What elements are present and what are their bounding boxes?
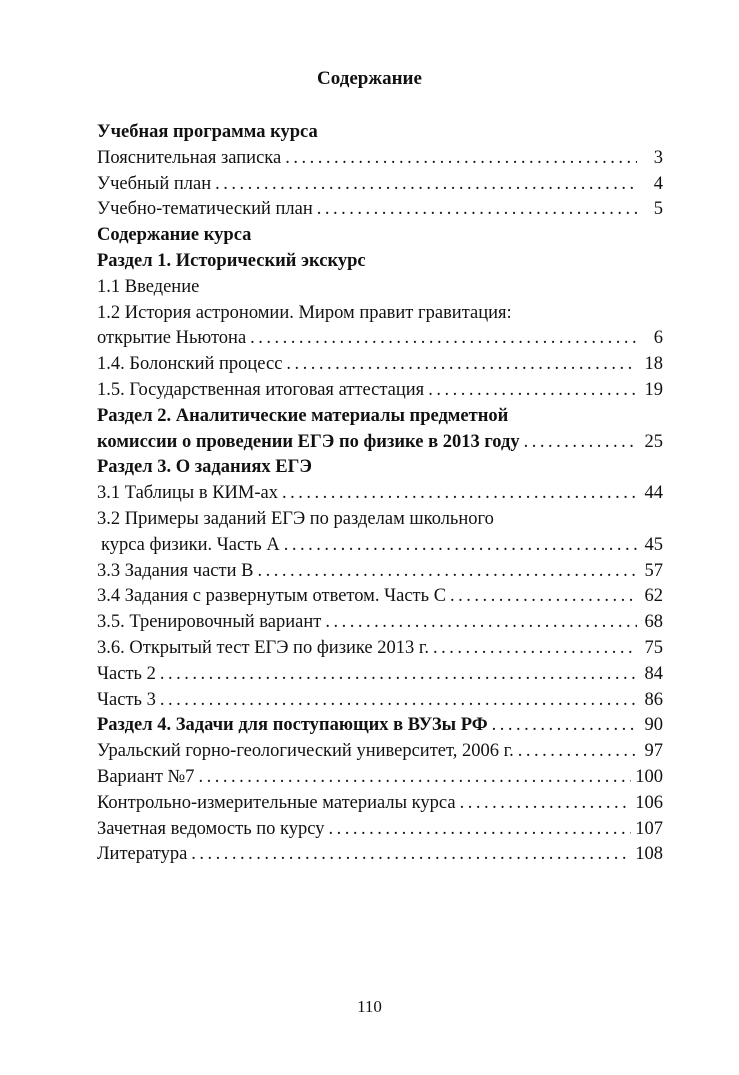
toc-entry xyxy=(97,584,663,610)
toc-text-line: 1.2 История астрономии. Миром правит гравитация: xyxy=(97,302,512,323)
toc-entry-page: 108 xyxy=(635,844,663,865)
toc-entry-label: Пояснительная записка xyxy=(97,147,282,168)
toc-section-heading: Раздел 1. Исторический экскурс xyxy=(97,250,366,271)
toc-entry-page: 44 xyxy=(644,483,663,504)
toc-leader-dots xyxy=(250,326,637,352)
toc-entry xyxy=(97,765,663,791)
toc-heading: Учебная программа курса xyxy=(97,122,318,142)
toc-entry-page: 5 xyxy=(653,199,663,220)
toc-leader-dots xyxy=(428,378,637,404)
toc-leader-dots xyxy=(160,688,637,714)
toc-leader-dots xyxy=(257,559,637,585)
toc-entry-label: 3.3 Задания части В xyxy=(97,560,254,581)
toc-entry xyxy=(97,739,663,765)
toc-entry-label: 1.4. Болонский процесс xyxy=(97,354,283,375)
toc-entry-page: 4 xyxy=(653,173,663,194)
toc-entry-label: 3.4 Задания с развернутым ответом. Часть С xyxy=(97,586,447,607)
toc-entry-page: 3 xyxy=(653,147,663,168)
toc-leader-dots xyxy=(433,636,637,662)
toc-leader-dots xyxy=(215,172,637,198)
toc-entry-label: курса физики. Часть А xyxy=(101,534,280,555)
toc-entry-label: Уральский горно-геологический университет, 2006 г. xyxy=(97,741,514,762)
toc-entry-page: 68 xyxy=(644,612,663,633)
toc-entry-page: 62 xyxy=(644,586,663,607)
toc-entry xyxy=(97,662,663,688)
toc-entry-label: Часть 3 xyxy=(97,689,156,710)
page-title: Содержание xyxy=(317,68,422,89)
toc-entry-page: 100 xyxy=(635,766,663,787)
toc-entry-label: 3.5. Тренировочный вариант xyxy=(97,612,322,633)
toc-entry xyxy=(97,636,663,662)
toc-leader-dots xyxy=(492,713,637,739)
toc-entry xyxy=(97,610,663,636)
toc-entry xyxy=(97,817,663,843)
toc-entry-page: 57 xyxy=(644,560,663,581)
toc-text-line: 3.2 Примеры заданий ЕГЭ по разделам школьного xyxy=(97,508,494,529)
toc-entry-page: 106 xyxy=(635,792,663,813)
toc-entry-page: 97 xyxy=(644,741,663,762)
toc-entry-label: комиссии о проведении ЕГЭ по физике в 2013 году xyxy=(97,431,520,452)
toc-leader-dots xyxy=(524,430,637,456)
toc-section-heading: Раздел 3. О заданиях ЕГЭ xyxy=(97,457,312,478)
toc-leader-dots xyxy=(518,739,637,765)
toc-entry-label: Учебно-тематический план xyxy=(97,199,313,220)
toc-section-heading: Раздел 2. Аналитические материалы предметной xyxy=(97,405,509,426)
toc-entry-page: 25 xyxy=(644,431,663,452)
toc-entry-label: Литература xyxy=(97,844,188,865)
toc-leader-dots xyxy=(460,791,632,817)
toc-entry-label: Зачетная ведомость по курсу xyxy=(97,818,325,839)
toc-entry-page: 84 xyxy=(644,663,663,684)
toc-entry-page: 6 xyxy=(653,328,663,349)
toc-entry xyxy=(97,430,663,456)
toc-entry xyxy=(97,533,663,559)
toc-entry-label: 1.5. Государственная итоговая аттестация xyxy=(97,379,425,400)
toc-entry-label: открытие Ньютона xyxy=(97,328,247,349)
toc-entry-page: 18 xyxy=(644,354,663,375)
toc-entry-label: Контрольно-измерительные материалы курса xyxy=(97,792,456,813)
toc-text-line: 1.1 Введение xyxy=(97,276,200,297)
toc-heading: Содержание курса xyxy=(97,225,252,246)
toc-leader-dots xyxy=(198,765,631,791)
toc-entry-label: 3.1 Таблицы в КИМ-ах xyxy=(97,483,278,504)
toc-leader-dots xyxy=(325,610,637,636)
toc-leader-dots xyxy=(317,197,637,223)
table-of-contents xyxy=(97,120,663,868)
toc-entry-page: 90 xyxy=(644,715,663,736)
toc-entry xyxy=(97,842,663,868)
toc-leader-dots xyxy=(450,584,637,610)
toc-entry xyxy=(97,146,663,172)
toc-leader-dots xyxy=(285,146,637,172)
toc-entry xyxy=(97,688,663,714)
toc-entry xyxy=(97,378,663,404)
toc-leader-dots xyxy=(286,352,637,378)
toc-entry-label: 3.6. Открытый тест ЕГЭ по физике 2013 г. xyxy=(97,637,430,658)
toc-leader-dots xyxy=(282,481,637,507)
toc-entry-label: Учебный план xyxy=(97,173,212,194)
toc-entry-label: Часть 2 xyxy=(97,663,156,684)
toc-leader-dots xyxy=(160,662,637,688)
toc-leader-dots xyxy=(284,533,637,559)
toc-entry-label: Вариант №7 xyxy=(97,766,195,787)
toc-entry xyxy=(97,481,663,507)
toc-entry-page: 107 xyxy=(635,818,663,839)
toc-entry-page: 19 xyxy=(644,379,663,400)
toc-entry xyxy=(97,352,663,378)
toc-leader-dots xyxy=(191,842,631,868)
toc-entry xyxy=(97,197,663,223)
toc-entry xyxy=(97,559,663,585)
toc-entry-label: Раздел 4. Задачи для поступающих в ВУЗы РФ xyxy=(97,715,488,736)
toc-leader-dots xyxy=(328,817,631,843)
toc-entry-page: 75 xyxy=(644,637,663,658)
page-number: 110 xyxy=(357,997,382,1016)
toc-entry xyxy=(97,713,663,739)
toc-entry-page: 86 xyxy=(644,689,663,710)
toc-entry xyxy=(97,791,663,817)
toc-entry-page: 45 xyxy=(644,534,663,555)
toc-entry xyxy=(97,326,663,352)
toc-entry xyxy=(97,172,663,198)
